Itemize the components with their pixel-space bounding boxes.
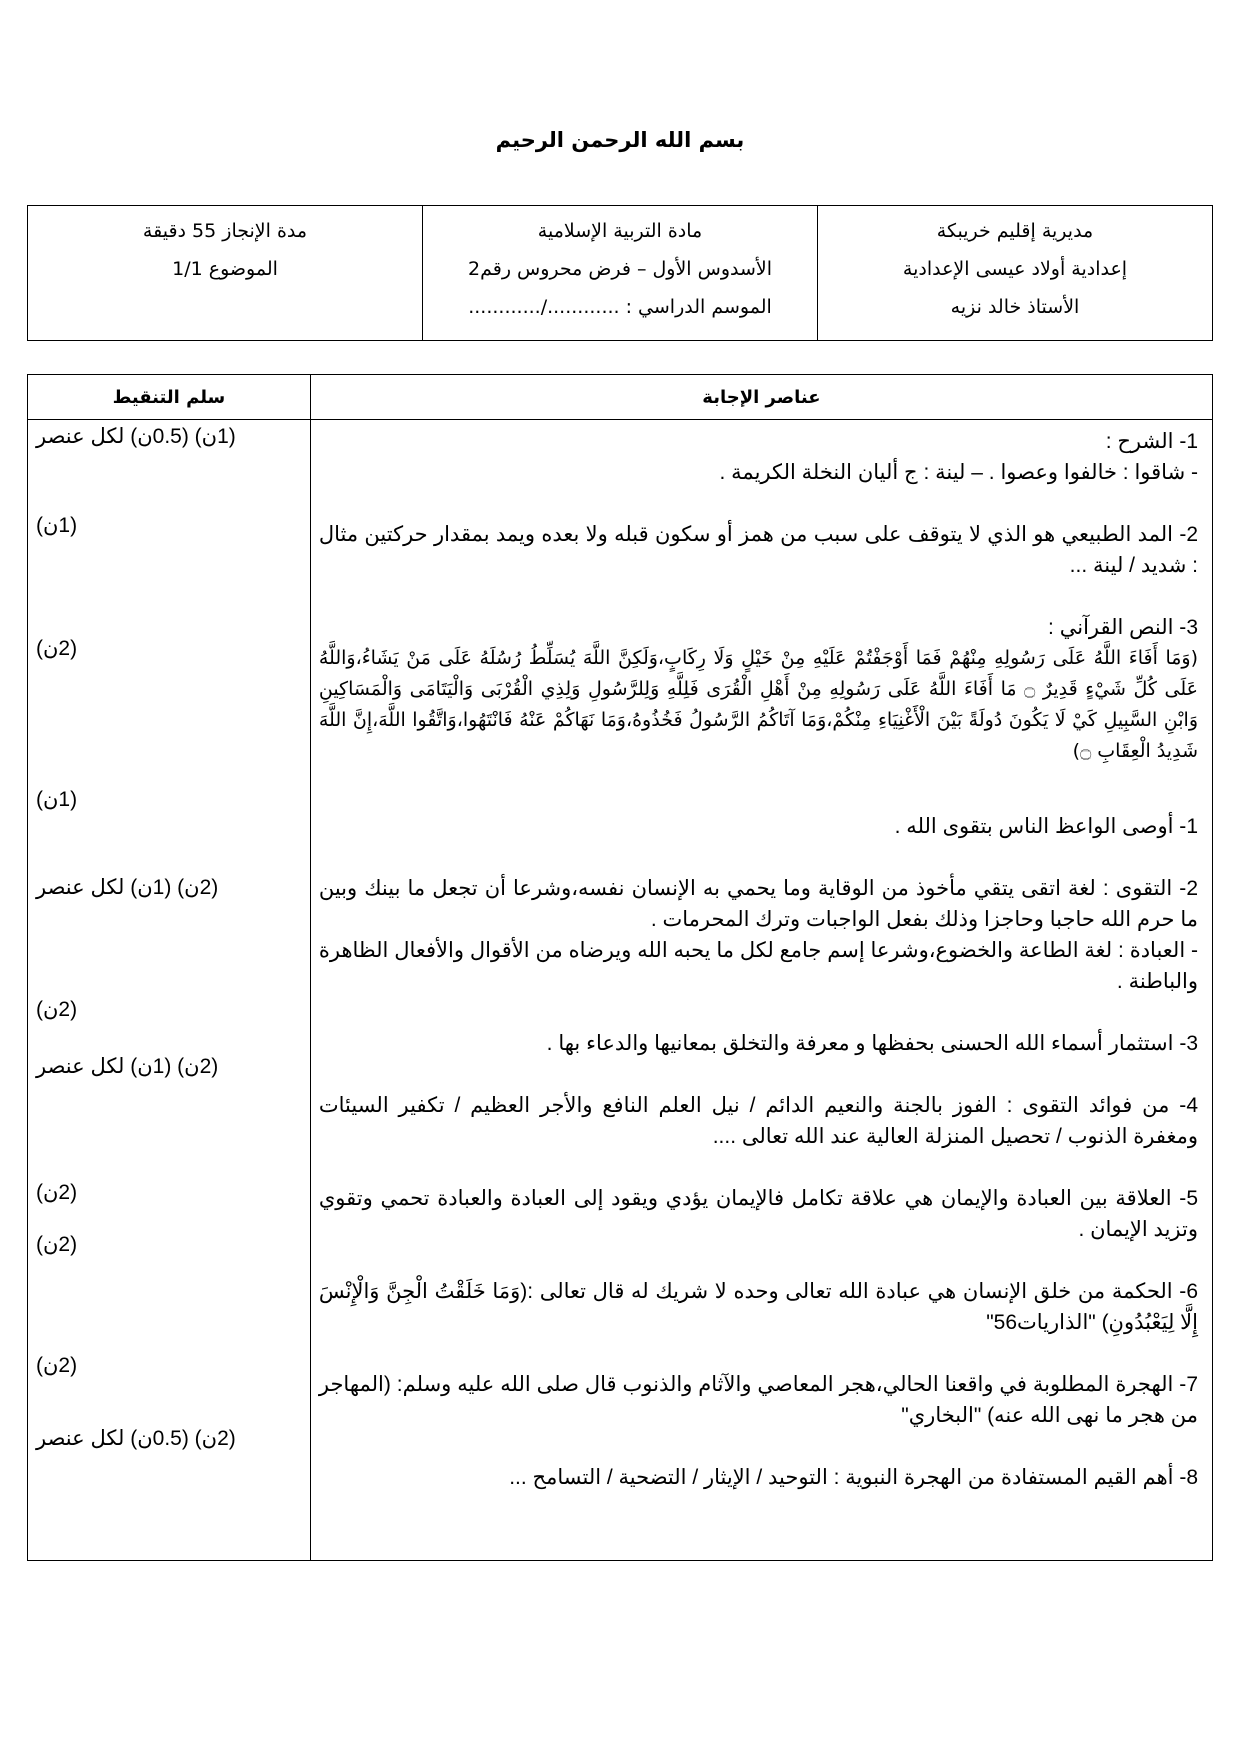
basmala: بسم الله الرحمن الرحيم	[495, 128, 745, 152]
mark-11: (2ن) (0.5ن) لكل عنصر	[36, 1427, 236, 1450]
answer-3-title: 3- النص القرآني :	[1048, 616, 1198, 639]
header-exam-info	[28, 206, 423, 341]
mark-6: (2ن)	[36, 998, 78, 1021]
question-b6: 6- الحكمة من خلق الإنسان هي عبادة الله تعالى وحده لا شريك له قال تعالى :(وَمَا خَلَقْتُ الْجِنَّ وَالْإِنْسَ إِلَّا لِيَعْبُدُونِ) "الذاريات56"	[318, 1280, 1198, 1334]
school-name: إعدادية أولاد عيسى الإعدادية	[902, 258, 1128, 280]
marks-header: سلم التنقيط	[28, 375, 311, 420]
answer-1-title: 1- الشرح :	[1105, 430, 1198, 453]
mark-5: (2ن) (1ن) لكل عنصر	[36, 876, 219, 899]
subject: مادة التربية الإسلامية	[537, 220, 703, 242]
exam-title: الأسدوس الأول – فرض محروس رقم2	[468, 258, 772, 280]
school-year: الموسم الدراسي : ............/............	[468, 296, 772, 318]
question-b8: 8- أهم القيم المستفادة من الهجرة النبوية : التوحيد / الإيثار / التضحية / التسامح ...	[509, 1466, 1198, 1489]
mark-1: (1ن) (0.5ن) لكل عنصر	[36, 425, 236, 448]
answer-1-body: - شاقوا : خالفوا وعصوا . – لينة : ج أليان النخلة الكريمة .	[719, 461, 1198, 484]
question-b4: 4- من فوائد التقوى : الفوز بالجنة والنعيم الدائم / نيل العلم النافع والأجر العظيم / تكفير السيئات ومغفرة الذنوب / تحصيل المنزلة العالية عند الله تعالى ....	[318, 1094, 1198, 1148]
duration: مدة الإنجاز 55 دقيقة	[142, 220, 308, 242]
mark-2: (1ن)	[36, 514, 78, 537]
answer-3-quran-text: (وَمَا أَفَاءَ اللَّهُ عَلَى رَسُولِهِ مِنْهُمْ فَمَا أَوْجَفْتُمْ عَلَيْهِ مِنْ خَيْلٍ وَلَا رِكَابٍ،وَلَكِنَّ اللَّهَ يُسَلِّطُ رُسُلَهُ عَلَى مَنْ يَشَاءُ،وَاللَّهُ عَلَى كُلِّ شَيْءٍ قَدِيرٌ ۝ مَا أَفَاءَ اللَّهُ عَلَى رَسُولِهِ مِنْ أَهْلِ الْقُرَى فَلِلَّهِ وَلِلرَّسُولِ وَلِذِي الْقُرْبَى وَالْيَتَامَى وَالْمَسَاكِينِ وَابْنِ السَّبِيلِ كَيْ لَا يَكُونَ دُولَةً بَيْنَ الْأَغْنِيَاءِ مِنْكُمْ،وَمَا آتَاكُمُ الرَّسُولُ فَخُذُوهُ،وَمَا نَهَاكُمْ عَنْهُ فَانْتَهُوا،وَاتَّقُوا اللَّهَ،إِنَّ اللَّهَ شَدِيدُ الْعِقَابِ ۝)	[318, 647, 1198, 762]
mark-4: (1ن)	[36, 788, 78, 811]
question-b5: 5- العلاقة بين العبادة والإيمان هي علاقة تكامل فالإيمان يؤدي ويقود إلى العبادة والعبادة تحمي وتقوي وتزيد الإيمان .	[318, 1187, 1198, 1241]
question-b2-taqwa: 2- التقوى : لغة اتقى يتقي مأخوذ من الوقاية وما يحمي به الإنسان نفسه،وشرعا أن تجعل ما بينك وبين ما حرم الله حاجبا وحاجزا وذلك بفعل الواجبات وترك المحرمات .	[318, 877, 1198, 931]
mark-3: (2ن)	[36, 637, 78, 660]
header-table	[27, 205, 1213, 341]
question-b1: 1- أوصى الواعظ الناس بتقوى الله .	[894, 815, 1198, 838]
directorate: مديرية إقليم خريبكة	[936, 220, 1094, 242]
mark-9: (2ن)	[36, 1233, 78, 1256]
question-b3: 3- استثمار أسماء الله الحسنى بحفظها و معرفة والتخلق بمعانيها والدعاء بها .	[546, 1032, 1198, 1055]
answer-key-table	[27, 374, 1213, 1561]
answers-header: عناصر الإجابة	[310, 375, 1212, 420]
question-b2-ibada: - العبادة : لغة الطاعة والخضوع،وشرعا إسم جامع لكل ما يحبه الله ويرضاه من الأقوال والأفعال الظاهرة والباطنة .	[318, 939, 1198, 993]
answer-2: 2- المد الطبيعي هو الذي لا يتوقف على سبب من همز أو سكون قبله ولا بعده ويمد بمقدار حركتين مثال : شديد / لينة ...	[318, 523, 1198, 577]
topic-number: الموضوع 1/1	[172, 258, 278, 280]
header-subject-info	[423, 206, 818, 341]
mark-10: (2ن)	[36, 1354, 78, 1377]
header-school-info	[818, 206, 1213, 341]
question-b7: 7- الهجرة المطلوبة في واقعنا الحالي،هجر المعاصي والآثام والذنوب قال صلى الله عليه وسلم: (المهاجر من هجر ما نهى الله عنه) "البخاري"	[318, 1373, 1198, 1427]
mark-8: (2ن)	[36, 1181, 78, 1204]
marks-column	[28, 420, 311, 1561]
mark-7: (2ن) (1ن) لكل عنصر	[36, 1055, 219, 1078]
teacher-name: الأستاذ خالد نزيه	[950, 296, 1080, 318]
answers-column	[310, 420, 1212, 1561]
